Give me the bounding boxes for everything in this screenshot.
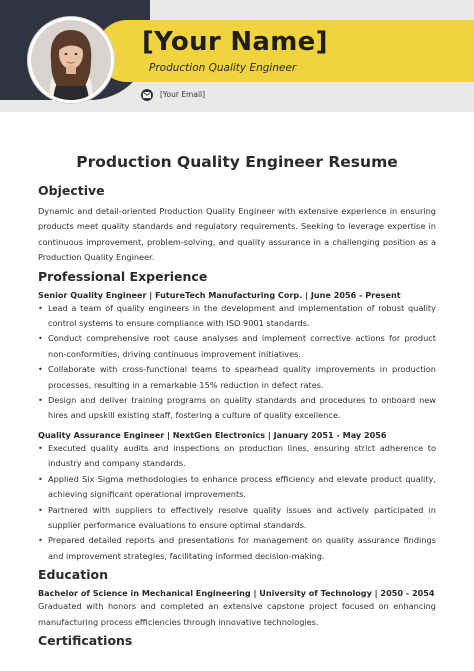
job-title-1: Senior Quality Engineer | FutureTech Manufacturing Corp. | June 2056 - Present <box>38 289 401 300</box>
job-2-bullets <box>38 441 436 564</box>
avatar <box>28 17 114 103</box>
education-text: Graduated with honors and completed an extensive capstone project focused on enhancing manufacturing process efficiencies through innovative technologies. <box>38 601 436 627</box>
resume-body <box>38 153 436 654</box>
education-section <box>38 567 436 630</box>
experience-section <box>38 269 436 565</box>
list-item: • Partnered with suppliers to effectively resolve quality issues and actively participated in supplier performance evaluations to ensure optimal standards. <box>38 503 436 534</box>
job-title-2: Quality Assurance Engineer | NextGen Electronics | January 2051 - May 2056 <box>38 429 387 440</box>
email-icon <box>141 89 153 101</box>
list-item: • Collaborate with cross-functional teams to spearhead quality improvements in production processes, resulting in a remarkable 15% reduction in defect rates. <box>38 362 436 393</box>
email-text: [Your Email] <box>160 90 206 99</box>
candidate-name: [Your Name] <box>142 27 328 57</box>
list-item: • Prepared detailed reports and presentations for management on quality assurance findings and improvement strategies, facilitating informed decision-making. <box>38 533 436 564</box>
list-item: • Design and deliver training programs on quality standards and procedures to onboard new hires and upskill existing staff, fostering a culture of quality excellence. <box>38 393 436 424</box>
education-heading: Education <box>38 567 108 583</box>
profile-photo-icon <box>31 20 111 100</box>
list-item: • Conduct comprehensive root cause analyses and implement corrective actions for product non-conformities, driving continuous improvement initiatives. <box>38 331 436 362</box>
degree-line: Bachelor of Science in Mechanical Engineering | University of Technology | 2050 - 2054 <box>38 588 435 599</box>
resume-header <box>0 0 474 112</box>
objective-heading: Objective <box>38 183 105 198</box>
experience-heading: Professional Experience <box>38 268 208 284</box>
objective-text: Dynamic and detail-oriented Production Quality Engineer with extensive experience in ensuring products meet quality standards and regulatory requirements. Seeking to leverage expertise in continuous improvement, problem-solving, and quality assurance in a challenging position as a Production Quality Engineer. <box>38 206 436 263</box>
list-item: • Lead a team of quality engineers in the development and implementation of robust quality control systems to ensure compliance with ISO 9001 standards. <box>38 301 436 332</box>
candidate-job-title: Production Quality Engineer <box>149 62 297 74</box>
list-item: • Executed quality audits and inspections on production lines, ensuring strict adherence to industry and company standards. <box>38 441 436 472</box>
certifications-heading: Certifications <box>38 632 133 648</box>
job-1-bullets <box>38 301 436 424</box>
document-title: Production Quality Engineer Resume <box>76 153 398 171</box>
certifications-section <box>38 633 436 648</box>
objective-section <box>38 183 436 266</box>
list-item: • Applied Six Sigma methodologies to enhance process efficiency and elevate product quality, achieving significant operational improvements. <box>38 472 436 503</box>
